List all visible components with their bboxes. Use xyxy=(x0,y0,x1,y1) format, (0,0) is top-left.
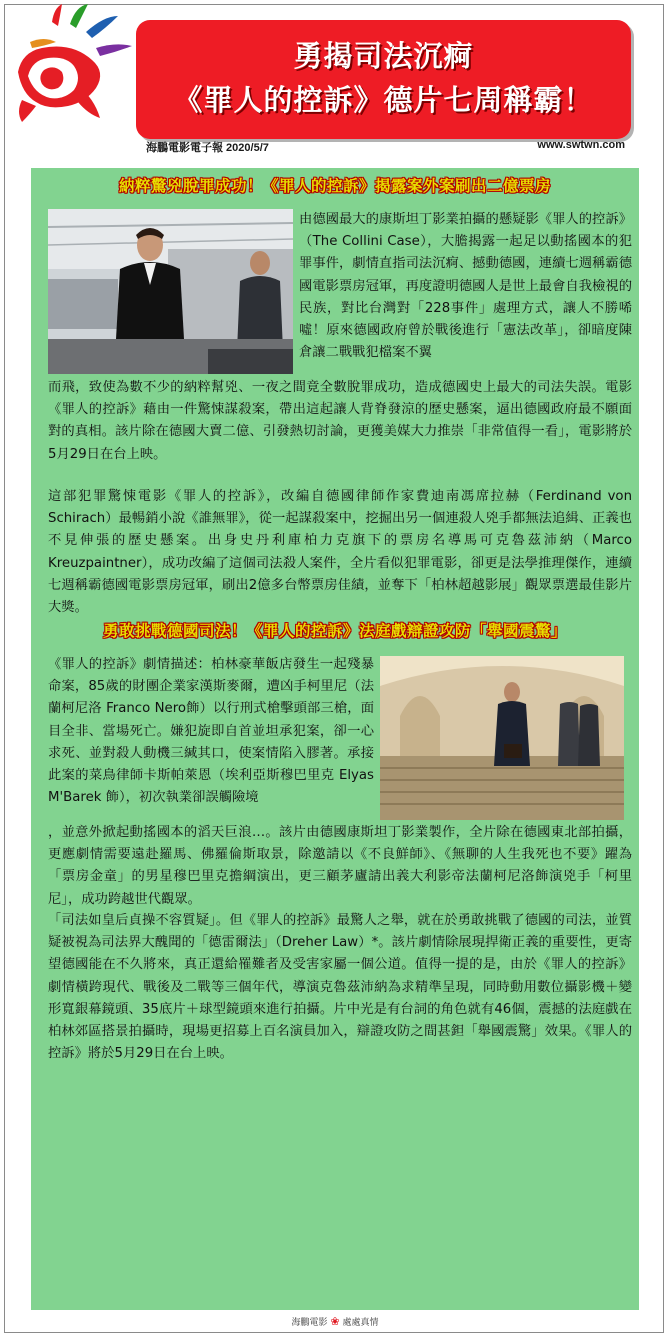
section1-para2: 這部犯罪驚悚電影《罪人的控訴》，改編自德國律師作家費迪南馮席拉赫（Ferdinand von Schirach）最暢銷小說《誰無罪》，從一起謀殺案中，挖掘出另一個連殺人兇手都無法追緝、正義也不見伸張的歷史懸案。出身史丹利庫柏力克旗下的票房名導馬可克魯茲沛納（Marco Kreuzpaintner），成功改編了這個司法殺人案件，全片看似犯罪電影，卻更是法學推理傑作，連續七週稱霸德國電影票房冠軍，刷出2億多台幣票房佳績，並奪下「柏林超越影展」觀眾票選最佳影片大獎。 xyxy=(48,489,632,616)
footer-slogan: 處處真情 xyxy=(342,1318,379,1328)
footer-brand: 海鵬電影 xyxy=(291,1318,328,1328)
article-body xyxy=(31,168,639,1310)
section2-heading: 勇敢挑戰德國司法！《罪人的控訴》法庭戲辯證攻防「舉國震驚」 xyxy=(102,622,567,640)
section2-para2: 「司法如皇后貞操不容質疑」。但《罪人的控訴》最驚人之舉，就在於勇敢挑戰了德國的司法，並質疑被視為司法界大醜聞的「德雷爾法」（Dreher Law）*。該片劇情除展現捍衛正義的重要性，更寄望德國能在不久將來，真正還給罹難者及受害家屬一個公道。值得一提的是，由於《罪人的控訴》劇情橫跨現代、戰後及二戰等三個年代，導演克魯茲沛納為求精準呈現，同時動用數位攝影機＋變形寬銀幕鏡頭、35底片＋球型鏡頭來進行拍攝。片中光是有台詞的角色就有46個，震撼的法庭戲在柏林郊區搭景拍攝時，現場更招募上百名演員加入，辯證攻防之間甚鉭「舉國震驚」效果。《罪人的控訴》將於5月29日在台上映。 xyxy=(48,913,632,1062)
section2-para1-top: 《罪人的控訴》劇情描述：柏林豪華飯店發生一起殘暴命案，85歲的財團企業家漢斯麥爾，遭凶手柯里尼（法蘭柯尼洛 Franco Nero飾）以行刑式槍擊頭部三槍，面目全非、當場死亡。嫌犯旋即自首並坦承犯案，卻一心求死、並對殺人動機三緘其口，使案情陷入膠著。承接此案的菜鳥律師卡斯帕萊恩（埃利亞斯穆巴里克 Elyas M'Barek 飾），初次執業卻誤觸險境 xyxy=(48,657,374,806)
source-date: 海鵬電影電子報 2020/5/7 xyxy=(146,142,269,154)
swtwn-logo xyxy=(8,2,136,124)
section1-para1-top: 由德國最大的康斯坦丁影業拍攝的懸疑影《罪人的控訴》（The Collini Case），大膽揭露一起足以動搖國本的犯罪事件，劇情直指司法沉痾、撼動德國，連續七週稱霸德國電影票房冠軍，再度證明德國人是世上最會自我檢視的民族，對比台灣對「228事件」處理方式，讓人不勝唏噓！原來德國政府曾於戰後進行「憲法改革」，卻暗度陳倉讓二戰戰犯檔案不翼 xyxy=(299,212,632,361)
section1-para1: 而飛，致使為數不少的納粹幫兇、一夜之間竟全數脫罪成功，造成德國史上最大的司法失誤。電影《罪人的控訴》藉由一件驚悚謀殺案，帶出這起讓人背脊發涼的歷史懸案，逼出德國政府最不願面對的真相。該片除在德國大賣二億、引發熱切討論，更獲美媒大力推崇「非常值得一看」，電影將於5月29日在台上映。 xyxy=(48,380,632,462)
title-line-2: 《罪人的控訴》德片七周稱霸！ xyxy=(173,83,594,117)
section2-para1: ，並意外掀起動搖國本的滔天巨浪…。該片由德國康斯坦丁影業製作，全片除在德國東北部拍攝，更應劇情需要遠赴羅馬、佛羅倫斯取景，除邀請以《不良鮮師》、《無聊的人生我死也不要》躍為「票房金童」的男星穆巴里克擔綱演出，更三顧茅廬請出義大利影帝法蘭柯尼洛飾演兇手「柯里尼」，成功跨越世代觀眾。 xyxy=(48,825,632,907)
title-banner xyxy=(136,20,631,139)
section1-heading: 納粹驚兇脫罪成功！《罪人的控訴》揭露案外案刷出二億票房 xyxy=(118,177,551,195)
staircase-photo xyxy=(380,656,624,820)
heart-icon: ❀ xyxy=(330,1315,340,1328)
title-line-1: 勇揭司法沉痾 xyxy=(293,39,474,73)
courtroom-photo xyxy=(48,209,293,374)
footer xyxy=(0,1315,670,1328)
website-link[interactable]: www.swtwn.com xyxy=(537,139,625,151)
